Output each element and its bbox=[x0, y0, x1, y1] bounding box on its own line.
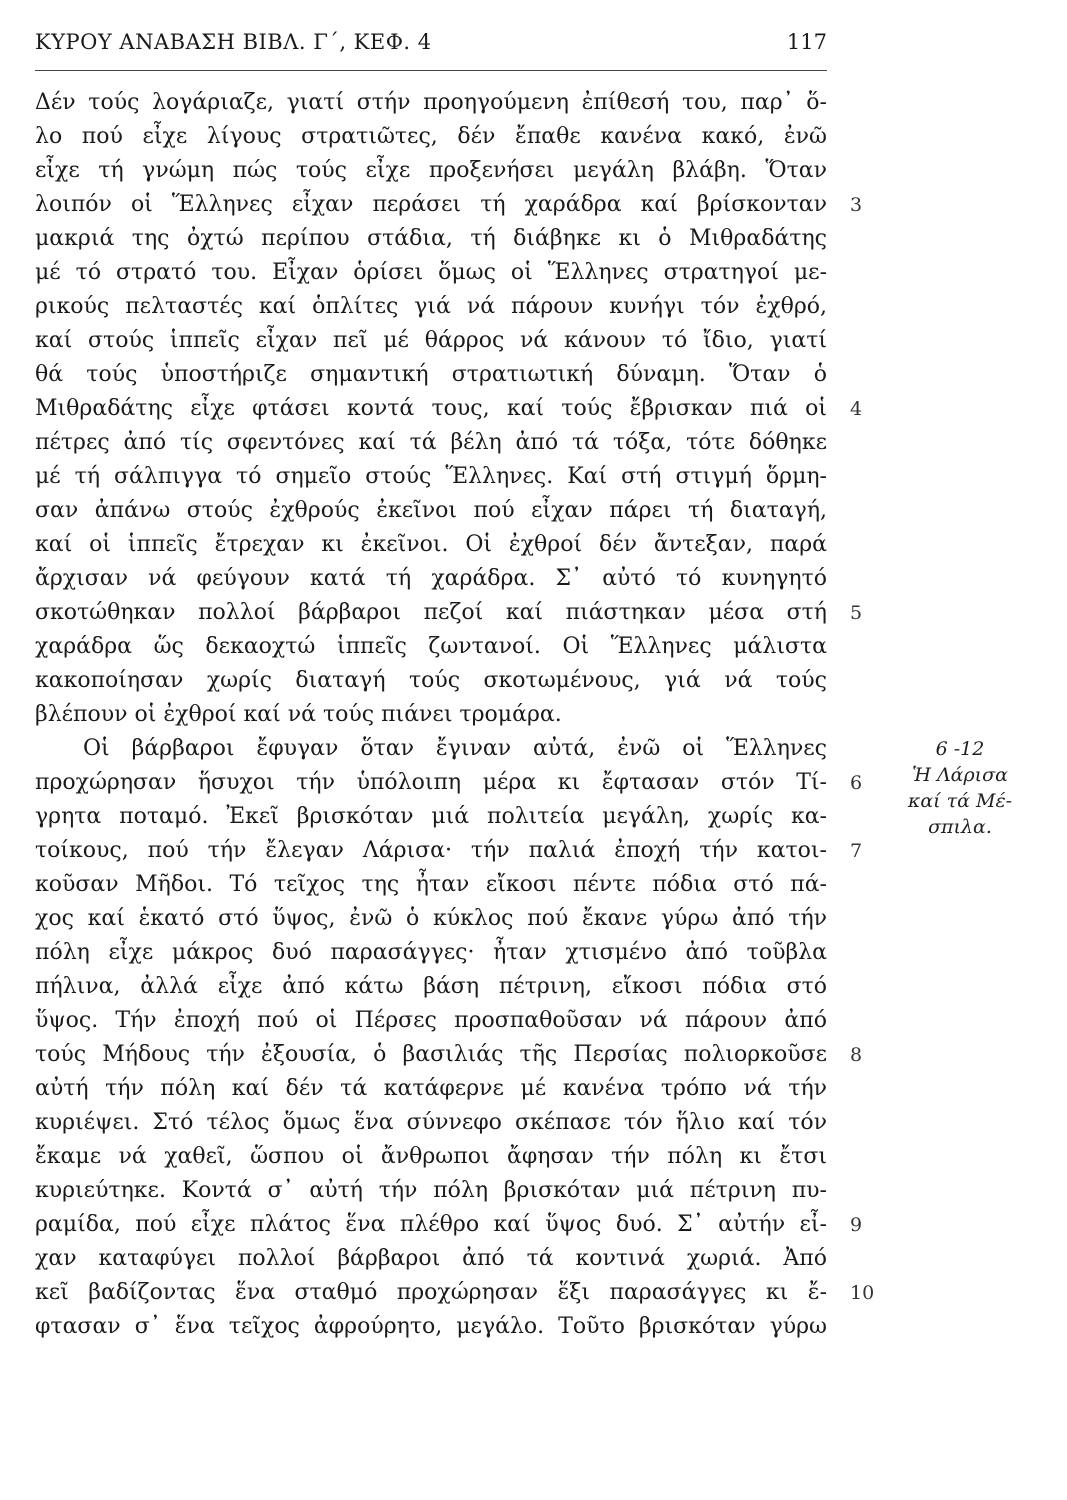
text-line: σκοτώθηκαν πολλοί βάρβαροι πεζοί καί πιάστηκαν μέσα στή bbox=[35, 600, 827, 625]
text-line: εἶχε τή γνώμη πώς τούς εἶχε προξενήσει μεγάλη βλάβη. Ὅταν bbox=[35, 158, 827, 183]
side-note-line: καί τά Μέ- bbox=[907, 790, 1013, 812]
section-number: 6 bbox=[850, 772, 863, 794]
text-line: Δέν τούς λογάριαζε, γιατί στήν προηγούμενη ἐπίθεσή του, παρ᾽ ὅ- bbox=[35, 90, 827, 115]
side-note-range: 6 -12 bbox=[935, 738, 985, 760]
text-line: πόλη εἶχε μάκρος δυό παρασάγγες· ἦταν χτισμένο ἀπό τοῦβλα bbox=[35, 940, 827, 965]
text-line: κεῖ βαδίζοντας ἕνα σταθμό προχώρησαν ἕξι παρασάγγες κι ἔ- bbox=[35, 1280, 827, 1305]
page-number: 117 bbox=[786, 30, 827, 54]
side-note bbox=[885, 736, 1035, 840]
text-line: ἄρχισαν νά φεύγουν κατά τή χαράδρα. Σ᾽ αὐτό τό κυνηγητό bbox=[35, 566, 827, 591]
text-line: μέ τή σάλπιγγα τό σημεῖο στούς Ἕλληνες. Καί στή στιγμή ὅρμη- bbox=[35, 464, 827, 489]
book-title: ΚΥΡΟΥ ΑΝΑΒΑΣΗ ΒΙΒΛ. Γ΄, ΚΕΦ. 4 bbox=[35, 30, 432, 54]
text-line: αὐτή τήν πόλη καί δέν τά κατάφερνε μέ κανένα τρόπο νά τήν bbox=[35, 1076, 827, 1101]
section-number: 4 bbox=[850, 398, 863, 420]
text-line: καί οἱ ἱππεῖς ἔτρεχαν κι ἐκεῖνοι. Οἱ ἐχθροί δέν ἄντεξαν, παρά bbox=[35, 532, 827, 557]
text-line: βλέπουν οἱ ἐχθροί καί νά τούς πιάνει τρομάρα. bbox=[35, 702, 562, 727]
text-line: κυριέψει. Στό τέλος ὅμως ἕνα σύννεφο σκέπασε τόν ἥλιο καί τόν bbox=[35, 1110, 827, 1135]
section-number: 10 bbox=[850, 1282, 875, 1304]
text-line: κοῦσαν Μῆδοι. Τό τεῖχος της ἦταν εἴκοσι πέντε πόδια στό πά- bbox=[35, 872, 827, 897]
text-line: χος καί ἑκατό στό ὕψος, ἐνῶ ὁ κύκλος πού ἔκανε γύρω ἀπό τήν bbox=[35, 906, 827, 931]
section-number: 3 bbox=[850, 194, 863, 216]
text-line: ρικούς πελταστές καί ὁπλίτες γιά νά πάρουν κυνήγι τόν ἐχθρό, bbox=[35, 294, 827, 319]
text-line: κακοποίησαν χωρίς διαταγή τούς σκοτωμένους, γιά νά τούς bbox=[35, 668, 827, 693]
text-line: τούς Μήδους τήν ἐξουσία, ὁ βασιλιάς τῆς Περσίας πολιορκοῦσε bbox=[35, 1042, 827, 1067]
side-note-line: σπιλα. bbox=[928, 816, 992, 838]
text-line: χαράδρα ὥς δεκαοχτώ ἱππεῖς ζωντανοί. Οἱ Ἕλληνες μάλιστα bbox=[35, 634, 827, 659]
text-line: καί στούς ἱππεῖς εἶχαν πεῖ μέ θάρρος νά κάνουν τό ἴδιο, γιατί bbox=[35, 328, 827, 353]
section-number: 9 bbox=[850, 1214, 863, 1236]
text-line: ραμίδα, πού εἶχε πλάτος ἕνα πλέθρο καί ὕψος δυό. Σ᾽ αὐτήν εἶ- bbox=[35, 1212, 827, 1237]
text-line: πήλινα, ἀλλά εἶχε ἀπό κάτω βάση πέτρινη, εἴκοσι πόδια στό bbox=[35, 974, 827, 999]
text-line: ὕψος. Τήν ἐποχή πού οἱ Πέρσες προσπαθοῦσαν νά πάρουν ἀπό bbox=[35, 1008, 827, 1033]
text-line: μακριά της ὀχτώ περίπου στάδια, τή διάβηκε κι ὁ Μιθραδάτης bbox=[35, 226, 827, 251]
text-line: λοιπόν οἱ Ἕλληνες εἶχαν περάσει τή χαράδρα καί βρίσκονταν bbox=[35, 192, 827, 217]
text-line: ἔκαμε νά χαθεῖ, ὥσπου οἱ ἄνθρωποι ἄφησαν τήν πόλη κι ἔτσι bbox=[35, 1144, 827, 1169]
side-note-line: Ἡ Λάρισα bbox=[912, 764, 1008, 786]
text-line: κυριεύτηκε. Κοντά σ᾽ αὐτή τήν πόλη βρισκόταν μιά πέτρινη πυ- bbox=[35, 1178, 827, 1203]
section-number: 8 bbox=[850, 1044, 863, 1066]
header-rule bbox=[35, 70, 827, 71]
text-line: θά τούς ὑποστήριζε σημαντική στρατιωτική δύναμη. Ὅταν ὁ bbox=[35, 362, 827, 387]
text-line: χαν καταφύγει πολλοί βάρβαροι ἀπό τά κοντινά χωριά. Ἀπό bbox=[35, 1246, 827, 1271]
text-line: προχώρησαν ἥσυχοι τήν ὑπόλοιπη μέρα κι ἔφτασαν στόν Τί- bbox=[35, 770, 827, 795]
running-header bbox=[35, 30, 827, 70]
text-line: πέτρες ἀπό τίς σφεντόνες καί τά βέλη ἀπό τά τόξα, τότε δόθηκε bbox=[35, 430, 827, 455]
text-line: λο πού εἶχε λίγους στρατιῶτες, δέν ἔπαθε κανένα κακό, ἐνῶ bbox=[35, 124, 827, 149]
text-line: τοίκους, πού τήν ἔλεγαν Λάρισα· τήν παλιά ἐποχή τήν κατοι- bbox=[35, 838, 827, 863]
section-number: 5 bbox=[850, 602, 863, 624]
section-number: 7 bbox=[850, 840, 863, 862]
text-line: σαν ἀπάνω στούς ἐχθρούς ἐκεῖνοι πού εἶχαν πάρει τή διαταγή, bbox=[35, 498, 827, 523]
text-line: γρητα ποταμό. Ἐκεῖ βρισκόταν μιά πολιτεία μεγάλη, χωρίς κα- bbox=[35, 804, 827, 829]
text-line: Μιθραδάτης εἶχε φτάσει κοντά τους, καί τούς ἔβρισκαν πιά οἱ bbox=[35, 396, 827, 421]
text-line: μέ τό στρατό του. Εἶχαν ὁρίσει ὅμως οἱ Ἕλληνες στρατηγοί με- bbox=[35, 260, 827, 285]
text-line: Οἱ βάρβαροι ἔφυγαν ὅταν ἔγιναν αὐτά, ἐνῶ οἱ Ἕλληνες bbox=[83, 736, 827, 761]
text-line: φτασαν σ᾽ ἕνα τεῖχος ἀφρούρητο, μεγάλο. Τοῦτο βρισκόταν γύρω bbox=[35, 1314, 827, 1339]
